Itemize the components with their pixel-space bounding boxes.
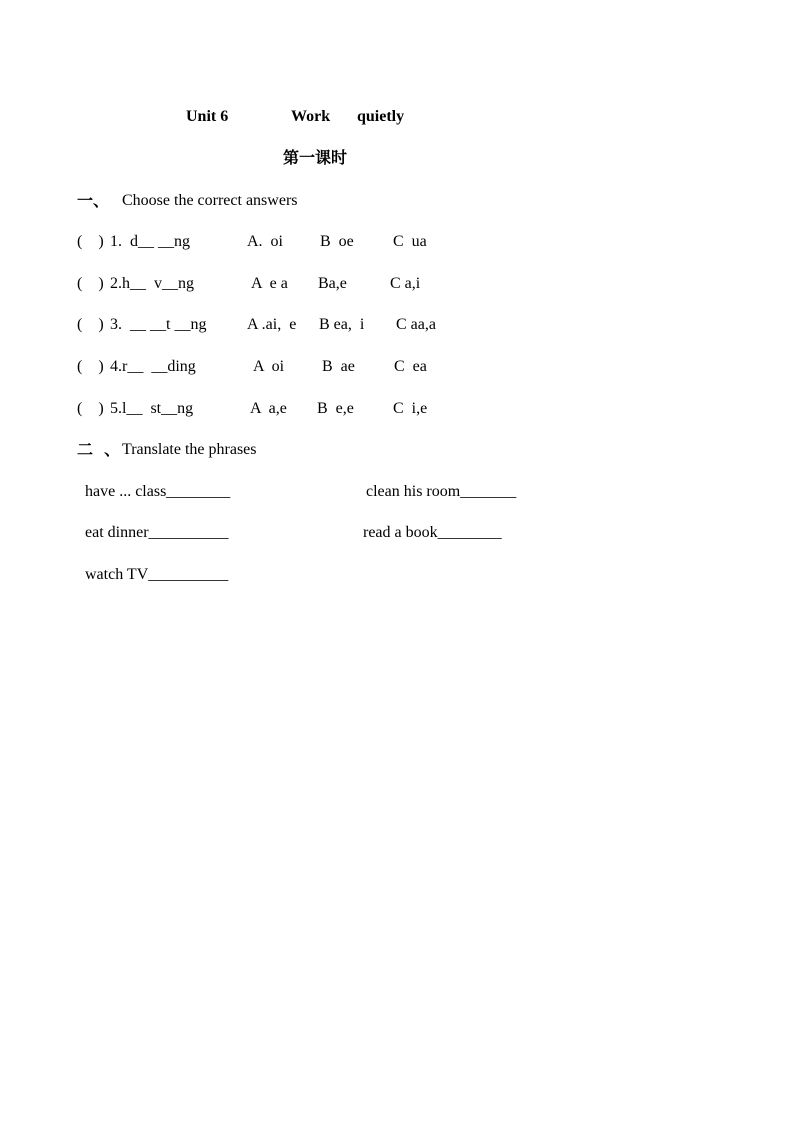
answer-paren[interactable]: ( ) [77,316,104,333]
question-stem: 4.r__ __ding [110,358,196,375]
section1-title: Choose the correct answers [122,192,298,209]
option-a: A e a [251,275,288,292]
option-a: A a,e [250,400,287,417]
phrase-item[interactable]: have ... class________ [85,483,231,500]
answer-paren[interactable]: ( ) [77,358,104,375]
option-a: A. oi [247,233,283,250]
option-a: A .ai, e [247,316,297,333]
answer-paren[interactable]: ( ) [77,400,104,417]
title-quietly: quietly [357,108,405,125]
answer-paren[interactable]: ( ) [77,275,104,292]
question-stem: 2.h__ v__ng [110,275,194,292]
phrase-item[interactable]: clean his room_______ [366,483,517,500]
option-c: C ea [394,358,427,375]
answer-paren[interactable]: ( ) [77,233,104,250]
option-b: Ba,e [318,275,347,292]
option-b: B oe [320,233,354,250]
phrase-item[interactable]: watch TV__________ [85,566,229,583]
phrase-item[interactable]: eat dinner__________ [85,524,229,541]
lesson-title: 第一课时 [283,148,348,167]
option-b: B ae [322,358,355,375]
title-work: Work [291,108,331,125]
unit-label: Unit 6 [186,108,229,125]
option-b: B e,e [317,400,354,417]
question-stem: 1. d__ __ng [110,233,190,250]
option-b: B ea, i [319,316,365,333]
option-c: C i,e [393,400,428,417]
phrase-item[interactable]: read a book________ [363,524,502,541]
option-c: C a,i [390,275,421,292]
question-stem: 3. __ __t __ng [110,316,207,333]
section2-marker: 二 、 [77,440,121,459]
option-c: C ua [393,233,427,250]
section2-title: Translate the phrases [122,441,257,458]
section1-marker: 一、 [77,191,110,210]
question-stem: 5.l__ st__ng [110,400,194,417]
option-a: A oi [253,358,285,375]
option-c: C aa,a [396,316,436,333]
